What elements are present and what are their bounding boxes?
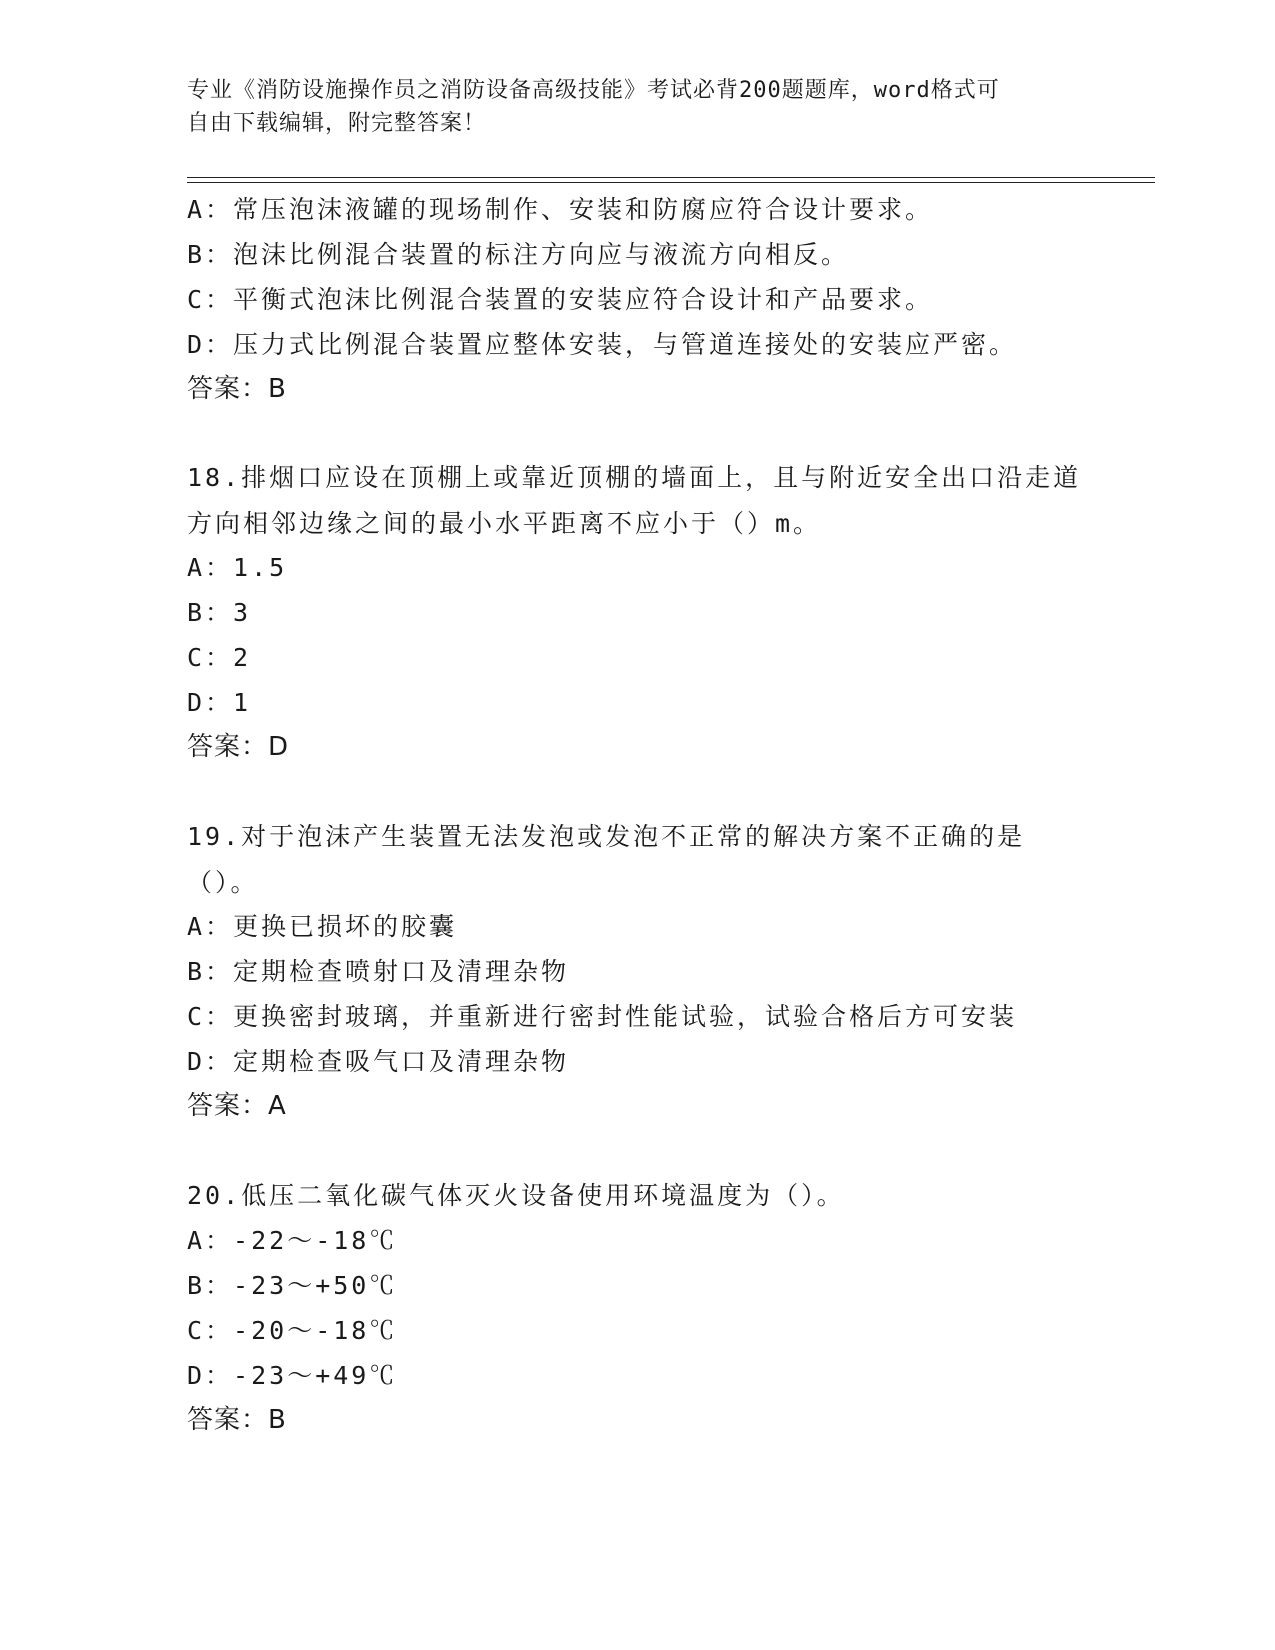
q17-answer: 答案：B bbox=[187, 374, 287, 404]
q19-option-b: B：定期检查喷射口及清理杂物 bbox=[187, 957, 570, 986]
q20-stem: 20.低压二氧化碳气体灭火设备使用环境温度为（）。 bbox=[187, 1181, 845, 1210]
header-divider-double bbox=[187, 182, 1155, 183]
q19-option-d: D：定期检查吸气口及清理杂物 bbox=[187, 1047, 570, 1076]
q18-option-a: A：1.5 bbox=[187, 553, 288, 582]
document-header bbox=[187, 74, 1087, 140]
q20-answer: 答案：B bbox=[187, 1405, 287, 1435]
q20-option-d: D：-23～+49℃ bbox=[187, 1361, 398, 1390]
q17-option-b: B：泡沫比例混合装置的标注方向应与液流方向相反。 bbox=[187, 240, 850, 269]
q18-answer: 答案：D bbox=[187, 732, 290, 762]
q19-stem: 19.对于泡沫产生装置无法发泡或发泡不正常的解决方案不正确的是（）。 bbox=[187, 822, 1026, 897]
q18-option-b: B：3 bbox=[187, 598, 252, 627]
q17-option-a: A：常压泡沫液罐的现场制作、安装和防腐应符合设计要求。 bbox=[187, 195, 934, 224]
header-line-1: 专业《消防设施操作员之消防设备高级技能》考试必背200题题库，word格式可 bbox=[187, 78, 1000, 103]
q20-option-a: A：-22～-18℃ bbox=[187, 1226, 398, 1255]
q20-option-c: C：-20～-18℃ bbox=[187, 1316, 398, 1345]
q18-option-d: D：1 bbox=[187, 688, 252, 717]
q19-answer: 答案：A bbox=[187, 1091, 287, 1121]
q19-option-c: C：更换密封玻璃，并重新进行密封性能试验，试验合格后方可安装 bbox=[187, 1002, 1018, 1031]
q17-option-c: C：平衡式泡沫比例混合装置的安装应符合设计和产品要求。 bbox=[187, 285, 934, 314]
header-divider bbox=[187, 177, 1155, 178]
q18-option-c: C：2 bbox=[187, 643, 252, 672]
q19-option-a: A：更换已损坏的胶囊 bbox=[187, 912, 458, 941]
q18-stem: 18.排烟口应设在顶棚上或靠近顶棚的墙面上，且与附近安全出口沿走道方向相邻边缘之间的最小水平距离不应小于（）m。 bbox=[187, 463, 1082, 538]
q17-option-d: D：压力式比例混合装置应整体安装，与管道连接处的安装应严密。 bbox=[187, 330, 1018, 359]
header-line-2: 自由下载编辑，附完整答案！ bbox=[187, 111, 487, 136]
q20-option-b: B：-23～+50℃ bbox=[187, 1271, 398, 1300]
